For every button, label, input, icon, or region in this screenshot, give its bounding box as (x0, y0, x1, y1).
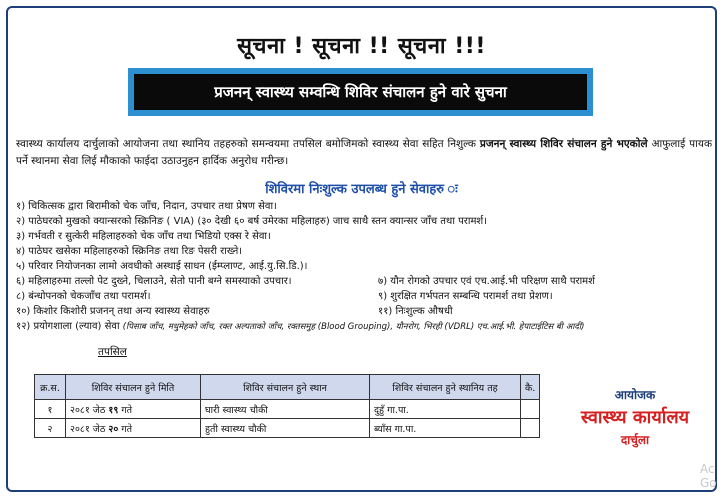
watermark-line-1: Ac (700, 462, 715, 476)
service-item-11: ११) निःशुल्क औषधी (378, 306, 453, 317)
cell-date-suffix: गते (121, 404, 133, 416)
col-header-date: शिविर संचालन हुने मिति (66, 375, 201, 400)
service-item-12 (16, 318, 584, 332)
cell-place: घारी स्वास्थ्य चौकी (201, 400, 370, 419)
service-item-12-label: १२) प्रयोगशाला (ल्याव) सेवा (16, 321, 120, 332)
col-header-sn: क्र.स. (35, 375, 66, 400)
col-header-remark: कै. (521, 375, 540, 400)
table-row (35, 419, 540, 438)
schedule-table (34, 374, 540, 438)
service-item-3: ३) गर्भवती र सुत्केरी महिलाहरुको चेक जाँच तथा भिडियो एक्स रे सेवा। (16, 231, 271, 242)
activation-watermark (700, 462, 717, 490)
cell-date-text: २०८१ जेठ (70, 404, 106, 416)
cell-local: ब्याँस गा.पा. (370, 419, 521, 438)
cell-date-day: १९ (108, 404, 119, 416)
table-row (35, 400, 540, 419)
service-item-5: ५) परिवार नियोजनका लामो अवधीको अस्थाई साधन (ईम्प्लाण्ट, आई.यु.सि.डि.)। (16, 261, 308, 272)
cell-sn: १ (35, 400, 66, 419)
service-item-9: ९) शुरक्षित गर्भपतन सम्बन्धि परामर्श तथा प्रेशण। (378, 291, 553, 302)
cell-date-suffix: गते (121, 423, 133, 435)
notice-banner (128, 68, 593, 116)
service-item-12-detail: (पिसाब जाँच, मधुमेहको जाँच, रक्त अल्पताको जाँच, रक्तसमुह (Blood Grouping), यौनरोग, भिरही (VDRL) एच.आई.भी. हेपाटाईटिस बी आदी) (122, 322, 585, 332)
service-item-6: ६) महिलाहरुमा तल्लो पेट दुख्ने, चिलाउने, सेतो पानी बग्ने समस्याको उपचार। (16, 276, 292, 287)
banner-title: प्रजनन् स्वास्थ्य सम्वन्धि शिविर संचालन हुने वारे सुचना (134, 74, 587, 110)
intro-part1: स्वास्थ्य कार्यालय दार्चुलाको आयोजना तथा स्थानिय तहहरुको समन्वयमा तपसिल बमोजिमको स्वास्थ्य सेवा सहित निशुल्क (16, 138, 476, 150)
watermark-line-2: Go (700, 476, 717, 490)
cell-place: हुती स्वास्थ्य चौकी (201, 419, 370, 438)
tapasil-heading: तपसिल (98, 346, 127, 358)
cell-date (66, 400, 201, 419)
service-item-8: ८) बंन्धोपनको चेकजाँच तथा परामर्श। (16, 291, 151, 302)
cell-date-text: २०८१ जेठ (70, 423, 106, 435)
cell-sn: २ (35, 419, 66, 438)
cell-remark (521, 400, 540, 419)
cell-date-day: २० (108, 423, 119, 435)
service-item-2: २) पाठेघरको मुखको क्यान्सरको स्क्रिनिङ ( VIA) (३० देखी ६० बर्ष उमेरका महिलाहरु) जाच साथै स्तन क्यान्सर जाँच तथा परामर्श। (16, 216, 488, 227)
organizer-block (560, 386, 710, 448)
organizer-place: दार्चुला (620, 433, 650, 447)
intro-part2: आफुलाई पायक पर्ने स्थानमा सेवा लिई मौकाको फाईदा उठाउनुहन हार्दिक अनुरोध गरीन्छ। (16, 138, 713, 167)
col-header-place: शिविर संचालन हुने स्थान (201, 375, 370, 400)
notice-headline: सूचना ! सूचना !! सूचना !!! (237, 34, 486, 59)
service-item-1: १) चिकित्सक द्वारा बिरामीको चेक जाँच, निदान, उपचार तथा प्रेषण सेवा। (16, 201, 277, 212)
intro-paragraph (16, 136, 712, 170)
intro-bold: प्रजनन् स्वास्थ्य शिविर संचालन हुने भएकोले (479, 138, 648, 150)
service-item-7: ७) यौन रोगको उपचार एवं एच.आई.भी परिक्षण साथै परामर्श (378, 276, 595, 287)
cell-local: दुहुँ गा.पा. (370, 400, 521, 419)
organizer-name: स्वास्थ्य कार्यालय (580, 407, 690, 428)
cell-remark (521, 419, 540, 438)
services-title: शिविरमा निःशुल्क उपलब्ध हुने सेवाहरु ः (265, 182, 458, 197)
table-header-row (35, 375, 540, 400)
cell-date (66, 419, 201, 438)
service-item-10: १०) किशोर किशोरी प्रजनन् तथा अन्य स्वास्थ्य सेवाहरु (16, 306, 210, 317)
col-header-local: शिविर संचालन हुने स्थानिय तह (370, 375, 521, 400)
service-item-4: ४) पाठेघर खसेका महिलाहरुको स्क्रिनिङ तथा रिङ पेसरी राख्ने। (16, 246, 243, 257)
organizer-label: आयोजक (614, 388, 656, 402)
